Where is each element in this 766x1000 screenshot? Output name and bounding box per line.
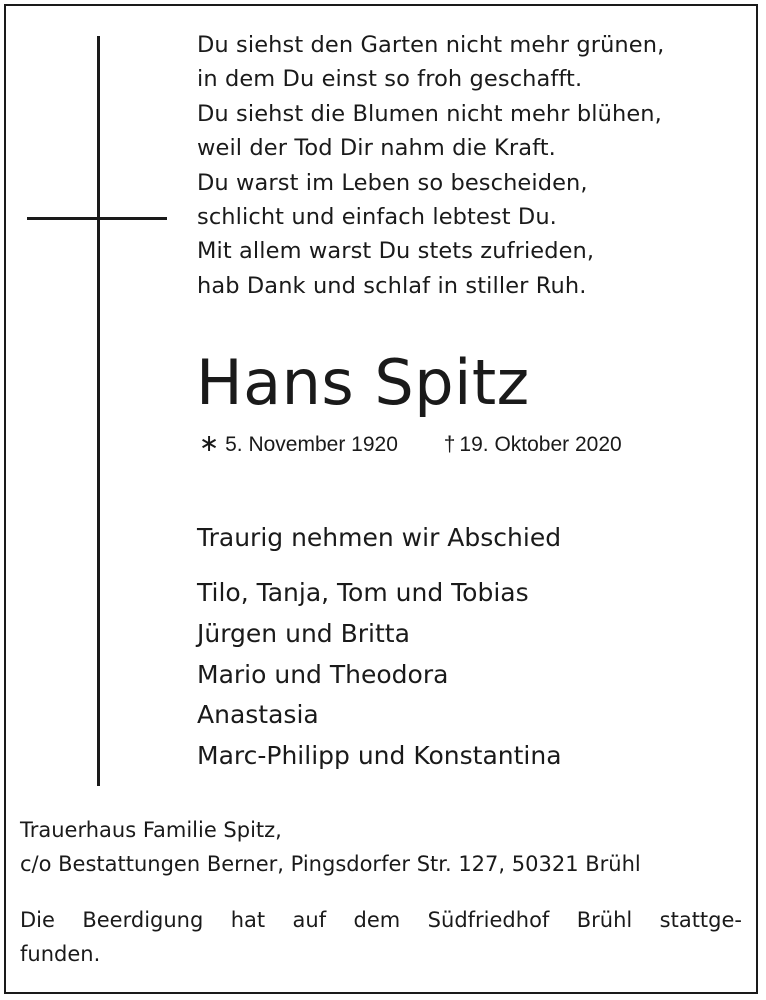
deceased-name: Hans Spitz <box>196 346 530 419</box>
address-line: c/o Bestattungen Berner, Pingsdorfer Str. 127, 50321 Brühl <box>20 852 641 876</box>
poem-line: schlicht und einfach lebtest Du. <box>197 204 557 231</box>
mourning-house-address <box>20 813 641 881</box>
funeral-note <box>20 903 742 971</box>
mourners-list <box>197 573 562 777</box>
mourner-entry: Tilo, Tanja, Tom und Tobias <box>197 578 529 607</box>
mourner-entry: Anastasia <box>197 700 319 730</box>
funeral-note-line: funden. <box>20 942 101 966</box>
poem-line: Mit allem warst Du stets zufrieden, <box>197 238 595 265</box>
poem-line: weil der Tod Dir nahm die Kraft. <box>197 135 556 162</box>
memorial-poem <box>197 28 737 303</box>
poem-line: Du siehst die Blumen nicht mehr blühen, <box>197 100 662 127</box>
mourner-entry: Marc-Philipp und Konstantina <box>197 741 562 771</box>
poem-line: in dem Du einst so froh geschafft. <box>197 66 583 93</box>
death-date: 19. Oktober 2020 <box>459 433 622 456</box>
poem-line: Du siehst den Garten nicht mehr grünen, <box>197 32 665 58</box>
death-block <box>444 433 622 456</box>
life-dates <box>199 428 622 461</box>
cross-icon-horizontal-bar <box>27 217 167 220</box>
funeral-note-line: Die Beerdigung hat auf dem Südfriedhof Brühl stattge- <box>20 908 742 932</box>
cross-icon-vertical-bar <box>97 36 100 786</box>
farewell-text: Traurig nehmen wir Abschied <box>197 523 562 552</box>
death-cross-icon: † <box>443 433 456 456</box>
birth-date: 5. November 1920 <box>225 433 398 456</box>
address-line: Trauerhaus Familie Spitz, <box>20 818 282 842</box>
mourner-entry: Jürgen und Britta <box>197 618 410 648</box>
poem-line: Du warst im Leben so bescheiden, <box>197 169 588 196</box>
poem-line: hab Dank und schlaf in stiller Ruh. <box>197 272 587 299</box>
birth-star-icon: ∗ <box>199 430 220 457</box>
mourner-entry: Mario und Theodora <box>197 659 449 689</box>
